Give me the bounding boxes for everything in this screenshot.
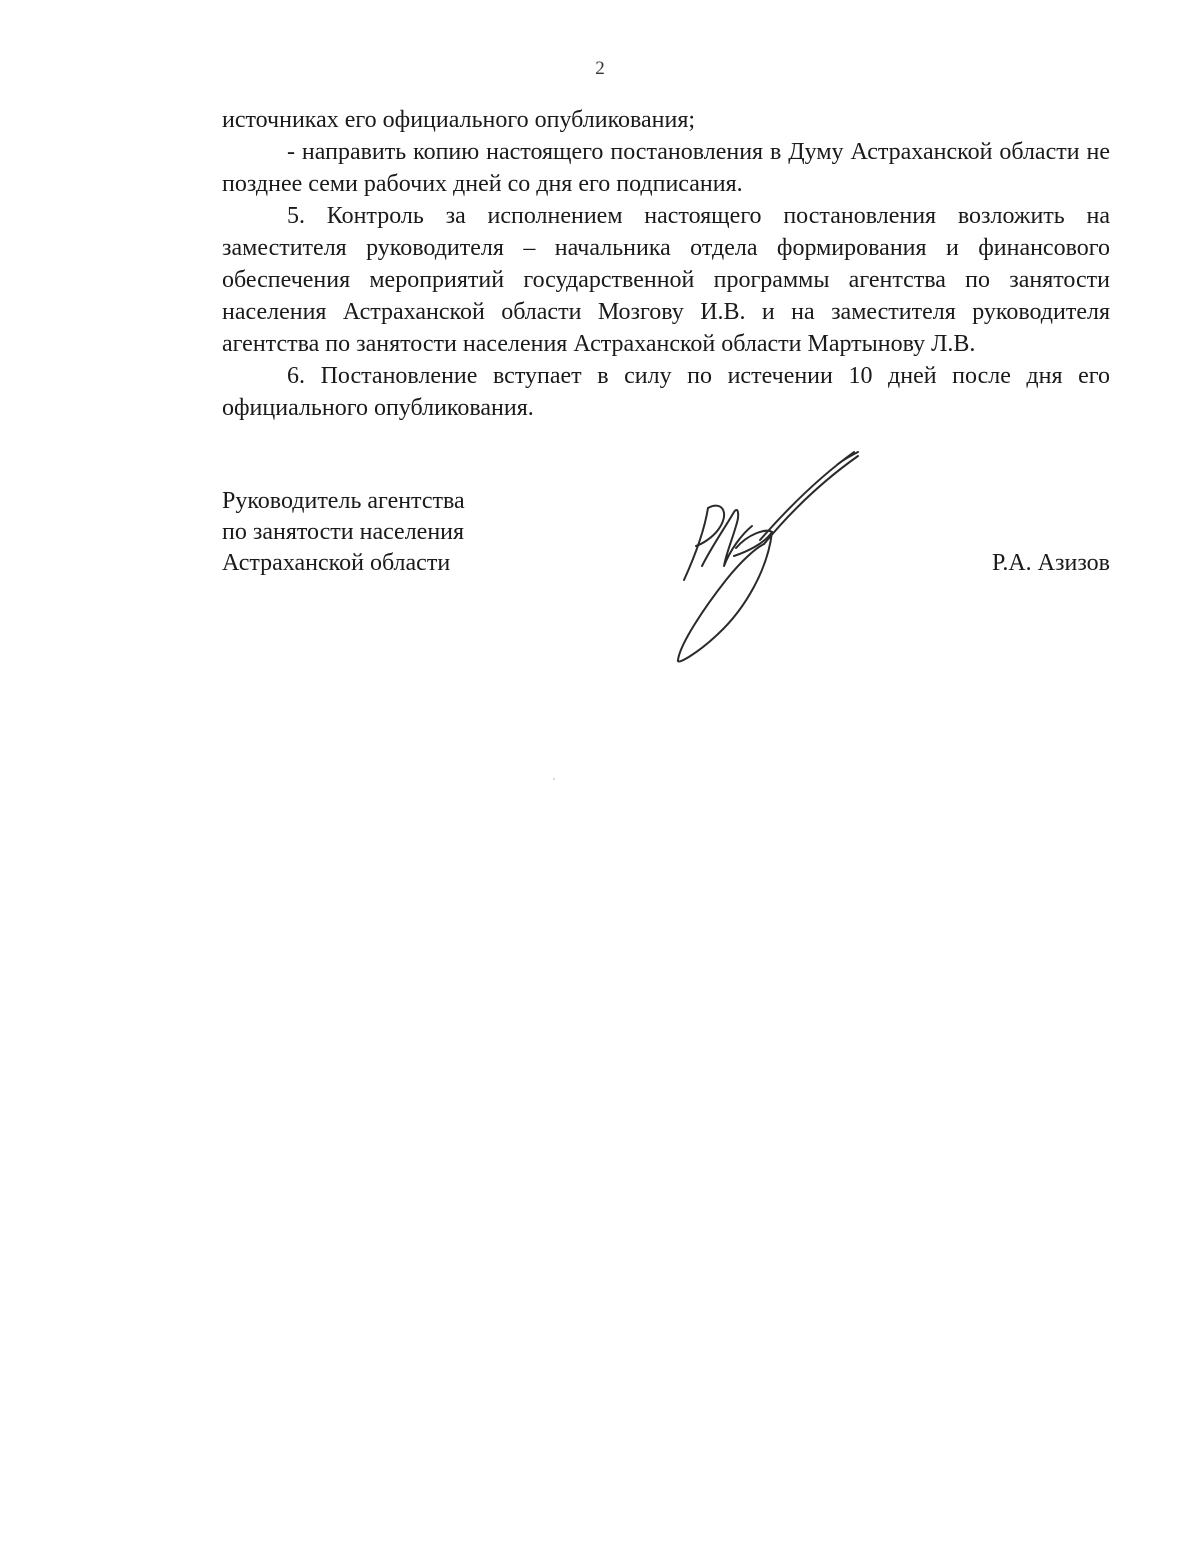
scan-artifact <box>553 778 555 780</box>
paragraph-effective-date: 6. Постановление вступает в силу по истечении 10 дней после дня его официального опубликования. <box>222 363 1110 421</box>
position-line: Астраханской области <box>222 550 451 576</box>
paragraph-continuation: источниках его официального опубликования; <box>222 107 696 133</box>
paragraph-send-copy: - направить копию настоящего постановления в Думу Астраханской области не позднее семи рабочих дней со дня его подписания. <box>222 139 1110 197</box>
position-line: по занятости населения <box>222 519 465 545</box>
document-body <box>222 104 1110 424</box>
page-number: 2 <box>595 58 605 79</box>
signatory-position <box>222 486 465 579</box>
position-line: Руководитель агентства <box>222 488 465 514</box>
paragraph-control: 5. Контроль за исполнением настоящего постановления возложить на заместителя руководителя – начальника отдела формирования и финансового обеспечения мероприятий государственной программы агентства по занятости населения Астраханской области Мозгову И.В. и на заместителя руководителя агентства по занятости населения Астраханской области Мартынову Л.В. <box>222 203 1110 357</box>
signatory-name: Р.А. Азизов <box>991 550 1110 576</box>
signature-block <box>222 486 1110 686</box>
handwritten-signature-icon <box>668 448 868 673</box>
